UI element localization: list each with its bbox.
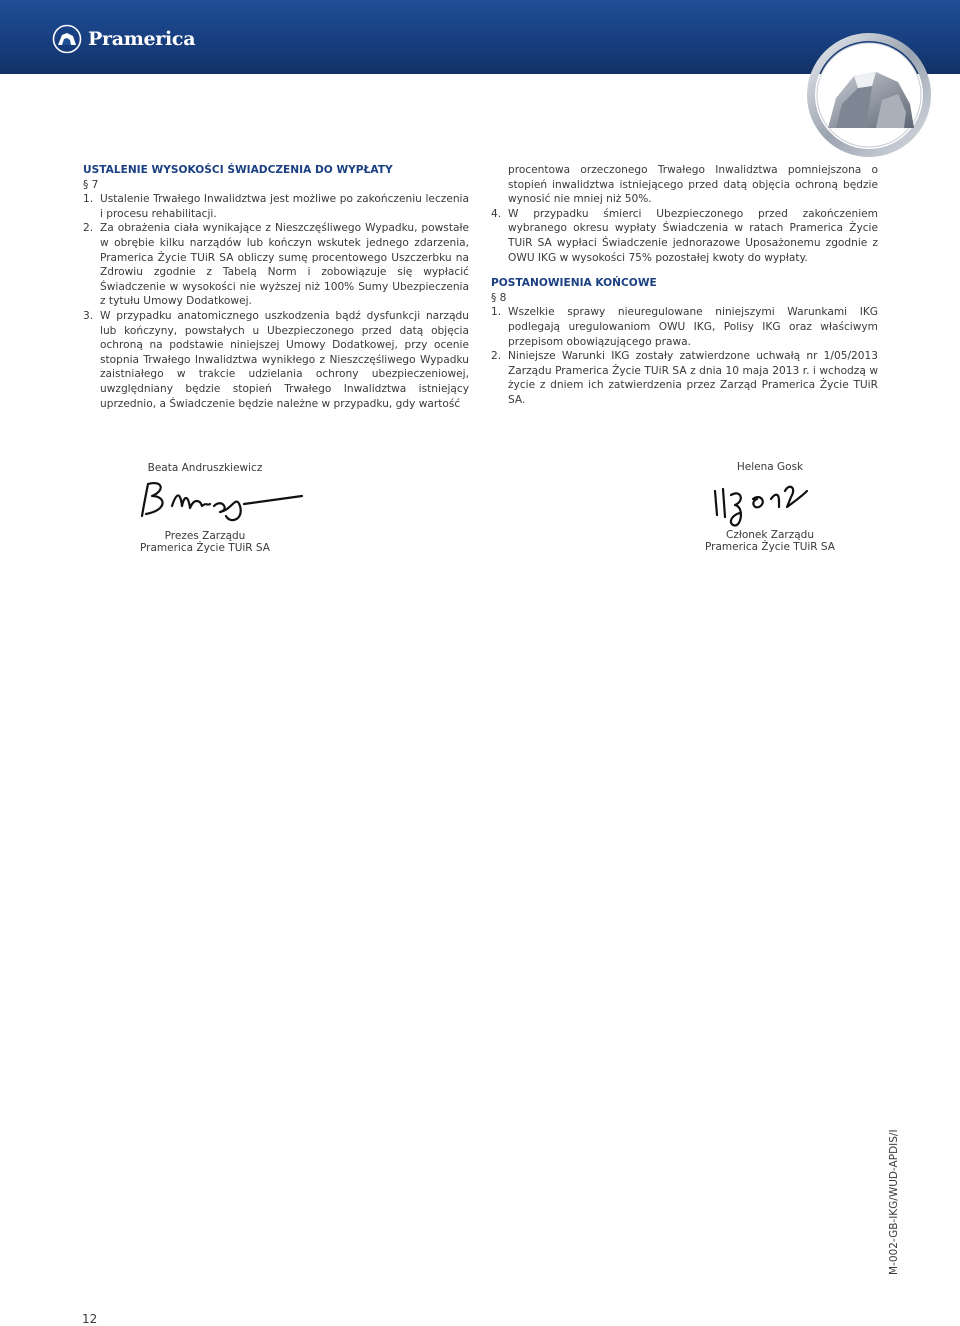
item-number: 1.	[491, 306, 502, 319]
item-text: W przypadku anatomicznego uszkodzenia bądź dysfunkcji narządu lub kończyny, powstałych u Ubezpieczonego przed datą objęcia ochroną na podstawie niniejszej Umowy Dodatkowej, przy ocenie stopnia Trwałego Inwalidztwa wynikłego z Nieszczęśliwego Wypadku zaistniałego w trakcie udzielania ochrony ubezpieczeniowej, uwzględniany będzie stopień Trwałego Inwalidztwa istniejący uprzednio, a Świadczenie będzie należne w przypadku, gdy wartość	[100, 309, 469, 410]
section-title-final: POSTANOWIENIA KOŃCOWE	[491, 277, 657, 290]
brand-logo	[52, 24, 195, 54]
rock-seal-icon	[806, 32, 932, 158]
signer-role: Członek Zarządu	[726, 529, 814, 541]
signature-left	[120, 462, 290, 557]
document-code: M-002-GB-IKG/WUD-APDIS/I	[888, 1129, 900, 1275]
list-item	[491, 349, 878, 407]
continuation-text: procentowa orzeczonego Trwałego Inwalidztwa pomniejszona o stopień inwalidztwa istniejącego przed datą objęcia ochroną będzie wynosić nie mniej niż 50%.	[508, 164, 878, 206]
item-text: W przypadku śmierci Ubezpieczonego przed zakończeniem wybranego okresu wypłaty Świadczenia w ratach Pramerica Życie TUiR SA wypłaci Świadczenie jednorazowe Uposażonemu zgodnie z OWU IKG w wysokości 75% pozostałej kwoty do wypłaty.	[508, 207, 878, 264]
paragraph-mark-7: § 7	[83, 178, 99, 191]
item-text: Wszelkie sprawy nieuregulowane niniejszymi Warunkami IKG podlegają uregulowaniom OWU IKG, Polisy IKG oraz właściwym przepisom obowiązującego prawa.	[508, 306, 878, 348]
signature-right	[685, 461, 855, 556]
rock-logo-icon	[52, 24, 82, 54]
item-number: 2.	[491, 350, 502, 363]
handwritten-signature	[705, 473, 845, 533]
list-item	[83, 221, 469, 309]
item-text: Za obrażenia ciała wynikające z Nieszczęśliwego Wypadku, powstałe w obrębie kilku narządów lub kończyn wskutek jednego zdarzenia, Pramerica Życie TUiR SA obliczy sumę procentowego Uszczerbku na Zdrowiu zgodnie z Tabelą Norm i zobowiązuje się wypłacić Świadczenie w wysokości nie wyższej niż 100% Sumy Ubezpieczenia z tytułu Umowy Dodatkowej.	[100, 222, 469, 308]
item-number: 3.	[83, 309, 94, 322]
list-item	[491, 305, 878, 349]
page-number: 12	[82, 1312, 98, 1326]
item-number: 1.	[83, 193, 94, 206]
item-number: 4.	[491, 207, 502, 220]
left-column	[83, 163, 469, 411]
signer-company: Pramerica Życie TUiR SA	[705, 541, 835, 553]
list-item	[491, 207, 878, 265]
item-text: Ustalenie Trwałego Inwalidztwa jest możliwe po zakończeniu leczenia i procesu rehabilitacji.	[100, 193, 469, 220]
brand-name: Pramerica	[88, 28, 196, 50]
handwritten-signature	[132, 476, 307, 526]
signer-name: Helena Gosk	[736, 461, 804, 473]
list-item	[83, 309, 469, 411]
list-item	[83, 192, 469, 221]
signer-name: Beata Andruszkiewicz	[147, 462, 263, 474]
item-number: 2.	[83, 222, 94, 235]
paragraph-mark-8: § 8	[491, 291, 507, 304]
signer-company: Pramerica Życie TUiR SA	[140, 542, 270, 554]
right-column	[491, 163, 878, 408]
item-text: Niniejsze Warunki IKG zostały zatwierdzone uchwałą nr 1/05/2013 Zarządu Pramerica Życie TUiR SA z dnia 10 maja 2013 r. i wchodzą w życie z dniem ich zatwierdzenia przez Zarząd Pramerica Życie TUiR SA.	[508, 350, 878, 406]
section-title-benefit: USTALENIE WYSOKOŚCI ŚWIADCZENIA DO WYPŁATY	[83, 164, 393, 176]
signer-role: Prezes Zarządu	[164, 530, 246, 542]
